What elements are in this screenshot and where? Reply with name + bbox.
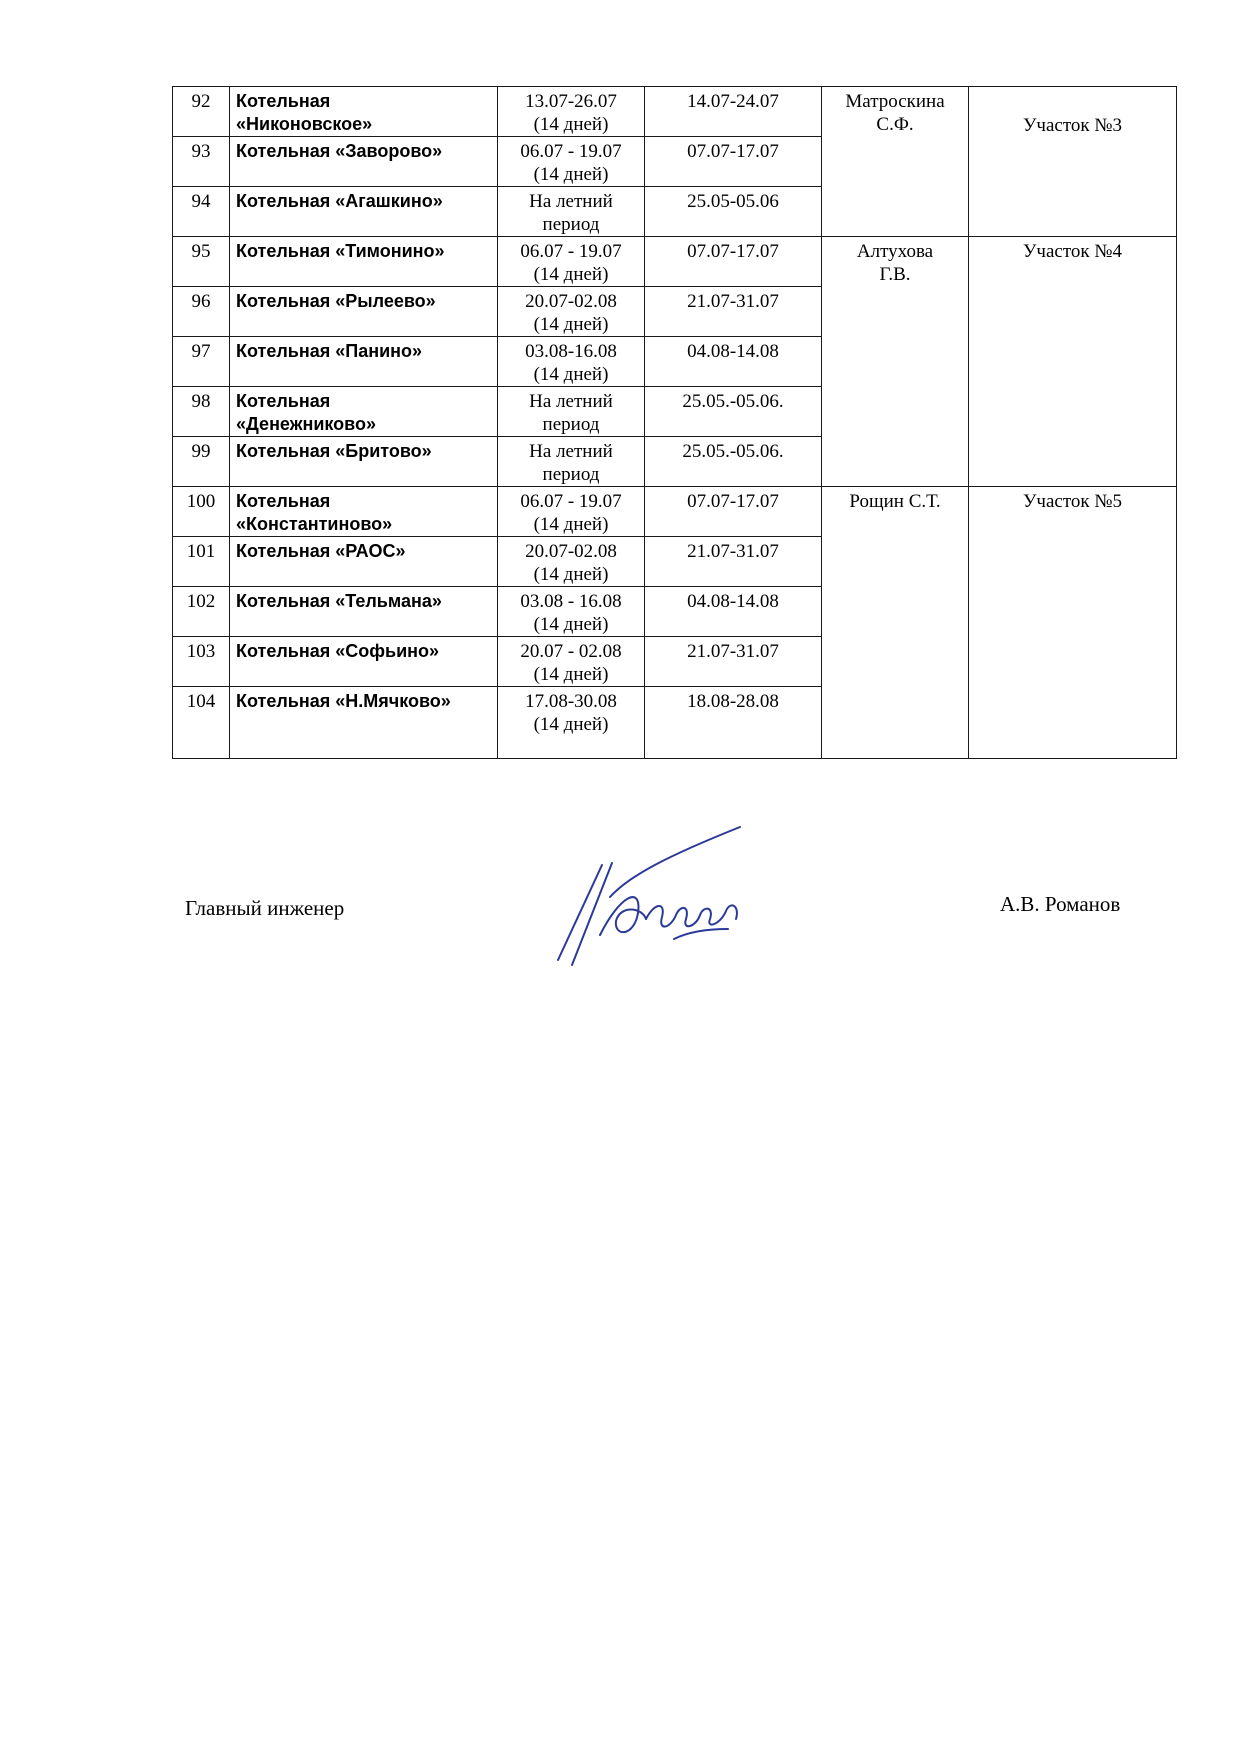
row-number: 101 [173, 537, 230, 587]
outage-dates: 21.07-31.07 [645, 637, 822, 687]
boiler-name: Котельная «Софьино» [230, 637, 498, 687]
repair-period: На летний период [498, 387, 645, 437]
row-number: 100 [173, 487, 230, 537]
table-row [173, 487, 1177, 537]
handwritten-signature [550, 825, 790, 975]
boiler-name: Котельная «Рылеево» [230, 287, 498, 337]
row-number: 102 [173, 587, 230, 637]
row-number: 99 [173, 437, 230, 487]
row-number: 93 [173, 137, 230, 187]
signature-strokes [558, 827, 740, 965]
boiler-name: Котельная «Тельмана» [230, 587, 498, 637]
repair-period: 06.07 - 19.07 (14 дней) [498, 137, 645, 187]
repair-period: 20.07-02.08 (14 дней) [498, 287, 645, 337]
table-row [173, 87, 1177, 137]
signatory-name: А.В. Романов [1000, 892, 1121, 916]
signatory-position: Главный инженер [185, 896, 345, 920]
row-number: 103 [173, 637, 230, 687]
row-number: 95 [173, 237, 230, 287]
boiler-name: Котельная «Н.Мячково» [230, 687, 498, 759]
responsible-person: Матроскина С.Ф. [822, 87, 969, 237]
repair-period: На летний период [498, 437, 645, 487]
outage-dates: 25.05.-05.06. [645, 387, 822, 437]
row-number: 92 [173, 87, 230, 137]
outage-dates: 14.07-24.07 [645, 87, 822, 137]
area-label: Участок №3 [969, 87, 1177, 237]
outage-dates: 25.05.-05.06. [645, 437, 822, 487]
outage-dates: 21.07-31.07 [645, 287, 822, 337]
outage-dates: 07.07-17.07 [645, 137, 822, 187]
repair-period: 13.07-26.07 (14 дней) [498, 87, 645, 137]
repair-period: 20.07 - 02.08 (14 дней) [498, 637, 645, 687]
boiler-name: Котельная «Тимонино» [230, 237, 498, 287]
boiler-name: Котельная «Денежниково» [230, 387, 498, 437]
repair-period: 20.07-02.08 (14 дней) [498, 537, 645, 587]
responsible-person: Рощин С.Т. [822, 487, 969, 759]
row-number: 94 [173, 187, 230, 237]
boiler-name: Котельная «Панино» [230, 337, 498, 387]
outage-dates: 07.07-17.07 [645, 487, 822, 537]
outage-dates: 04.08-14.08 [645, 587, 822, 637]
boiler-name: Котельная «Заворово» [230, 137, 498, 187]
area-label: Участок №4 [969, 237, 1177, 487]
repair-period: 06.07 - 19.07 (14 дней) [498, 237, 645, 287]
outage-dates: 18.08-28.08 [645, 687, 822, 759]
repair-period: 06.07 - 19.07 (14 дней) [498, 487, 645, 537]
boiler-schedule-table [172, 86, 1177, 759]
row-number: 98 [173, 387, 230, 437]
outage-dates: 07.07-17.07 [645, 237, 822, 287]
row-number: 104 [173, 687, 230, 759]
repair-period: 17.08-30.08 (14 дней) [498, 687, 645, 759]
outage-dates: 25.05-05.06 [645, 187, 822, 237]
boiler-name: Котельная «Константиново» [230, 487, 498, 537]
boiler-name: Котельная «Агашкино» [230, 187, 498, 237]
row-number: 96 [173, 287, 230, 337]
repair-period: 03.08-16.08 (14 дней) [498, 337, 645, 387]
outage-dates: 21.07-31.07 [645, 537, 822, 587]
responsible-person: Алтухова Г.В. [822, 237, 969, 487]
boiler-name: Котельная «РАОС» [230, 537, 498, 587]
repair-period: На летний период [498, 187, 645, 237]
boiler-name: Котельная «Бритово» [230, 437, 498, 487]
area-label: Участок №5 [969, 487, 1177, 759]
outage-dates: 04.08-14.08 [645, 337, 822, 387]
repair-period: 03.08 - 16.08 (14 дней) [498, 587, 645, 637]
row-number: 97 [173, 337, 230, 387]
table-row [173, 237, 1177, 287]
boiler-name: Котельная «Никоновское» [230, 87, 498, 137]
